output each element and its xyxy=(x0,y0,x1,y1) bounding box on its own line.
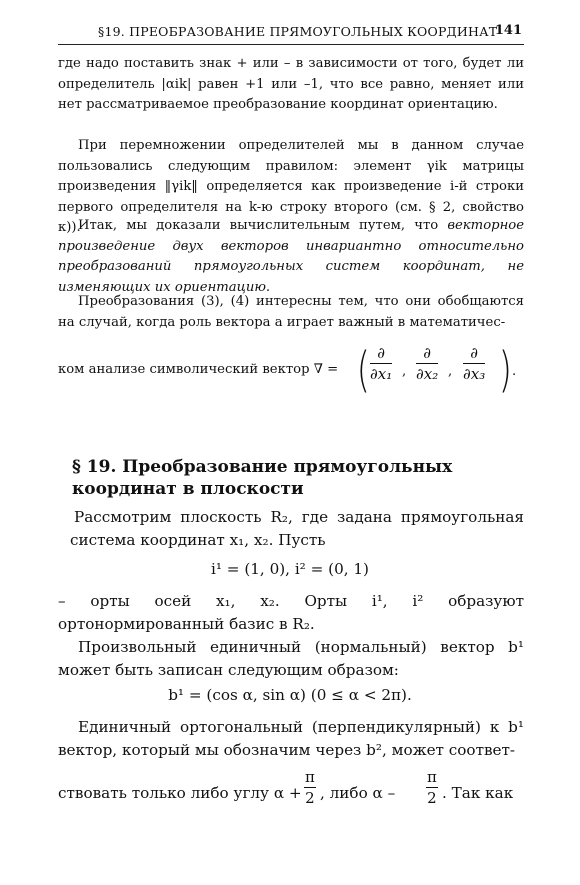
paragraph-1: где надо поставить знак + или – в зависимости от того, будет ли определитель |αik| равен +1 или –1, что все равно, меняет или нет рассматриваемое преобразование координат ориентацию. xyxy=(58,56,524,112)
equation-1: i¹ = (1, 0), i² = (0, 1) xyxy=(211,560,369,578)
running-title: §19. ПРЕОБРАЗОВАНИЕ ПРЯМОУГОЛЬНЫХ КООРДИНАТ xyxy=(98,24,498,39)
pi-den-2: 2 xyxy=(427,789,437,807)
paragraph-3-italic: векторное произведение двух векторов инвариантно относительно преобразований прямоугольных систем координат, не изменяющих их ориентацию. xyxy=(58,218,524,295)
left-paren: ( xyxy=(356,342,370,398)
nabla-frac-2 xyxy=(416,344,438,383)
equation-2: b¹ = (cos α, sin α) (0 ≤ α < 2π). xyxy=(168,686,412,704)
page-number: 141 xyxy=(494,23,522,38)
nabla-formula xyxy=(58,338,528,404)
last-line xyxy=(58,764,526,820)
running-header xyxy=(58,22,524,45)
paragraph-3 xyxy=(58,216,524,298)
body-paragraph-1: Рассмотрим плоскость R₂, где задана прямоугольная система координат x₁, x₂. Пусть xyxy=(70,508,524,549)
paragraph-3-start: Итак, мы доказали вычислительным путем, что xyxy=(78,218,448,233)
last-line-c: . Так как xyxy=(442,784,514,802)
frac-3-den: ∂x₃ xyxy=(463,365,486,383)
pi-over-2-first xyxy=(304,768,316,807)
frac-1-num: ∂ xyxy=(370,344,392,364)
last-line-b: , либо α – xyxy=(320,784,396,802)
frac-2-den: ∂x₂ xyxy=(416,365,439,383)
paragraph-4: Преобразования (3), (4) интересны тем, что они обобщаются на случай, когда роль вектора a играет важный в математичес- xyxy=(58,294,524,330)
formula-period: . xyxy=(512,364,517,379)
nabla-frac-1 xyxy=(370,344,392,383)
formula-lead-text: ком анализе символический вектор ∇ = xyxy=(58,362,339,377)
pi-den-1: 2 xyxy=(305,789,315,807)
comma-2: , xyxy=(448,364,453,379)
body-paragraph-4: Единичный ортогональный (перпендикулярный) к b¹ вектор, который мы обозначим через b², может соответ- xyxy=(58,718,524,759)
comma-1: , xyxy=(402,364,407,379)
pi-over-2-second xyxy=(426,768,438,807)
last-line-a: ствовать только либо углу α + xyxy=(58,784,302,802)
paragraph-2: При перемножении определителей мы в данном случае пользовались следующим правилом: элемент γik матрицы произведения ‖γik‖ определяется как произведение i-й строки первого определителя на k-ю строку второго (см. § 2, свойство к)). xyxy=(58,138,524,235)
section-heading: § 19. Преобразование прямоугольных координат в плоскости xyxy=(72,457,453,499)
frac-1-den: ∂x₁ xyxy=(370,365,393,383)
frac-2-num: ∂ xyxy=(416,344,438,364)
body-paragraph-3: Произвольный единичный (нормальный) вектор b¹ может быть записан следующим образом: xyxy=(58,638,524,679)
pi-num-1: π xyxy=(305,768,315,786)
nabla-frac-3 xyxy=(463,344,485,383)
frac-3-num: ∂ xyxy=(463,344,485,364)
pi-num-2: π xyxy=(427,768,437,786)
body-paragraph-2: – орты осей x₁, x₂. Орты i¹, i² образуют ортонормированный базис в R₂. xyxy=(58,592,524,633)
right-paren: ) xyxy=(498,342,512,398)
